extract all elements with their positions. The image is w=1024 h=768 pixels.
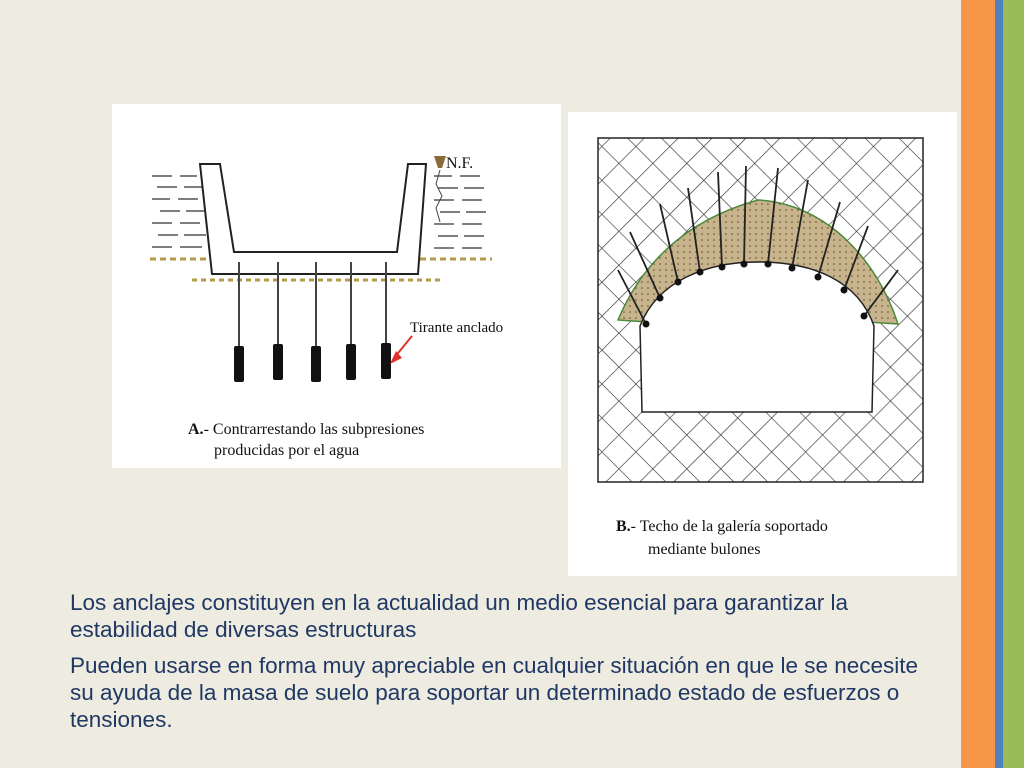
- anchor-bulb: [381, 343, 391, 379]
- anchor-bulb: [273, 344, 283, 380]
- tunnel-opening: [640, 262, 874, 412]
- svg-text:A.- Contrarrestando las subpre: [188, 421, 424, 438]
- water-level-marker: [434, 156, 446, 168]
- figure-b-panel: [568, 112, 957, 576]
- anchor-bulb: [311, 346, 321, 382]
- decorative-stripe-blue: [995, 0, 1003, 768]
- anchor-bulb: [234, 346, 244, 382]
- water-hatch-left: [152, 176, 206, 247]
- body-paragraph-2: Pueden usarse en forma muy apreciable en cualquier situación en que le se necesite su ayuda de la masa de suelo para soportar un determinado estado de esfuerzos o tensiones.: [70, 653, 919, 732]
- body-paragraph-1: Los anclajes constituyen en la actualidad un medio esencial para garantizar la estabilidad de diversas estructuras: [70, 590, 848, 642]
- caption-a-line1: - Contrarrestando las subpresiones: [203, 421, 425, 438]
- caption-a-line2: producidas por el agua: [214, 442, 360, 459]
- figure-a-panel: [112, 104, 561, 468]
- caption-b-line1: - Techo de la galería soportado: [630, 518, 828, 535]
- caption-a-letter: A.: [188, 421, 204, 438]
- anchor-bulb: [346, 344, 356, 380]
- water-level-label: N.F.: [446, 155, 474, 172]
- decorative-stripe-green: [1003, 0, 1024, 768]
- u-structure: [200, 164, 426, 274]
- decorative-stripe-orange: [961, 0, 995, 768]
- figure-b-diagram: [568, 112, 957, 576]
- caption-b-letter: B.: [616, 518, 631, 535]
- figure-a-diagram: [112, 104, 561, 468]
- anchor-label: Tirante anclado: [410, 320, 504, 336]
- water-hatch-right: [434, 176, 486, 248]
- caption-b-line2: mediante bulones: [648, 541, 761, 558]
- svg-text:B.- Techo de la galería soport: [616, 518, 828, 535]
